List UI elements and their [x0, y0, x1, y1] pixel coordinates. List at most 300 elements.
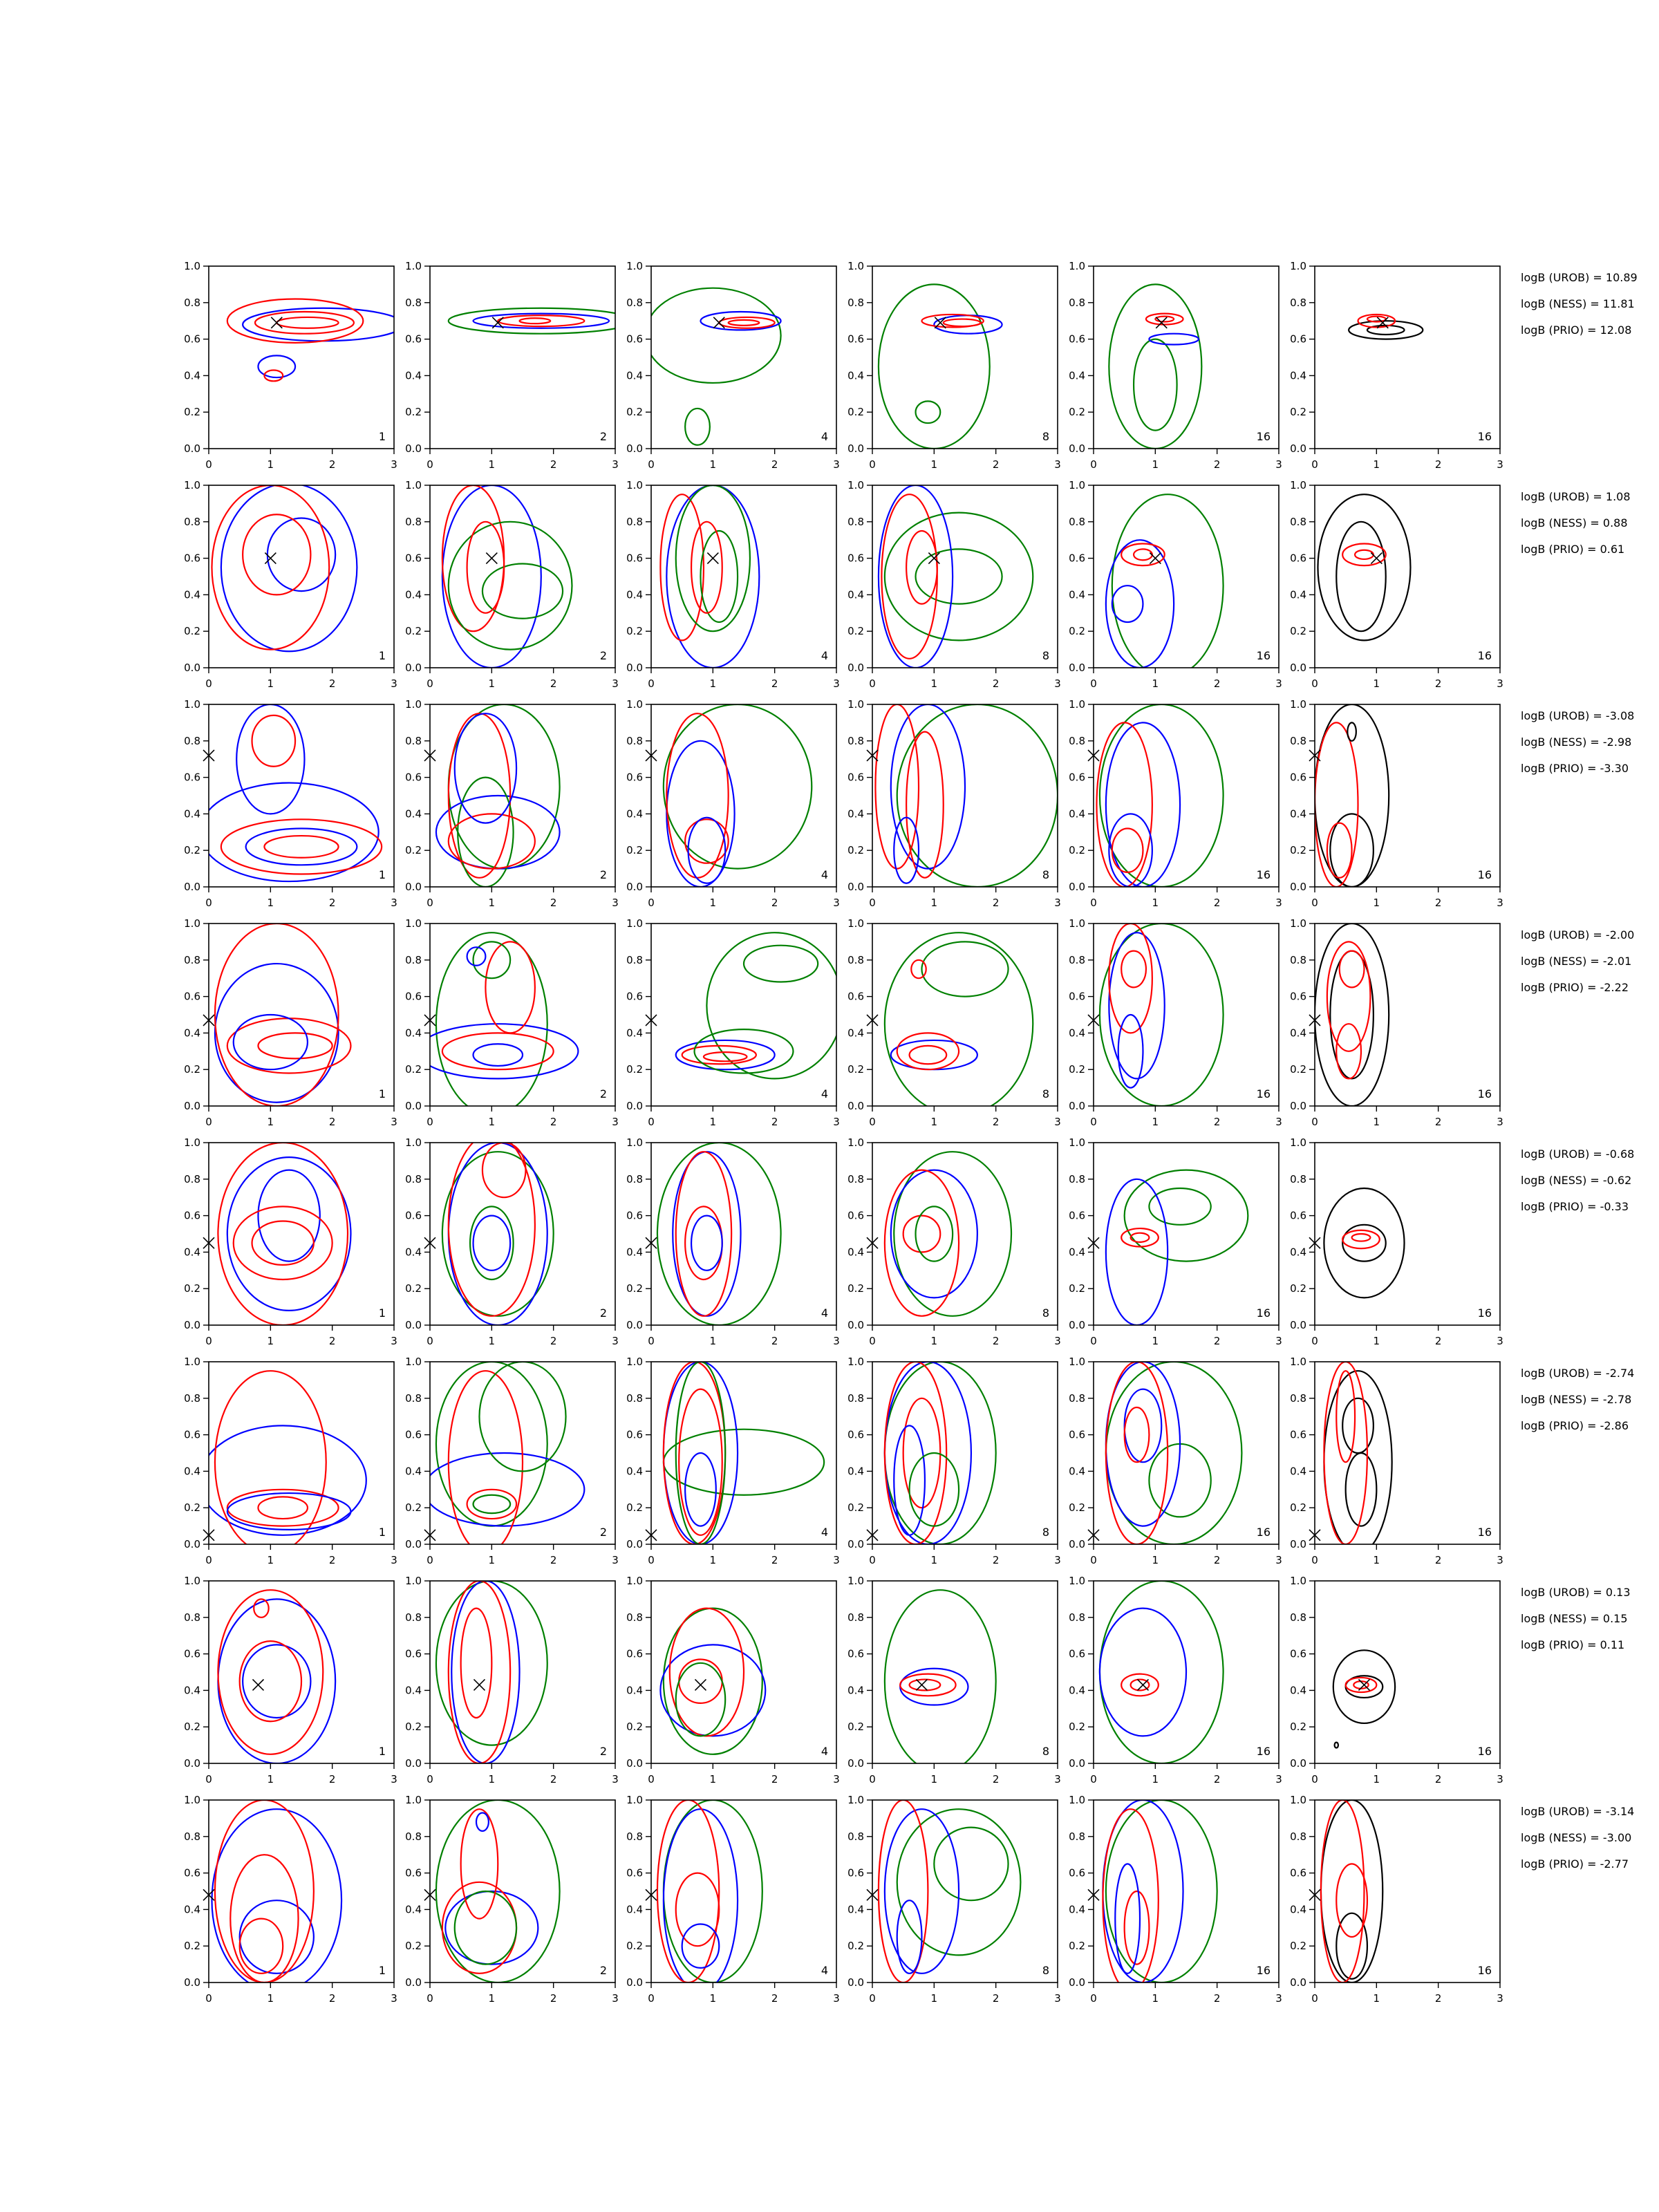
contour-panel: [405, 1134, 619, 1347]
panel-label: 2: [599, 649, 607, 662]
y-tick-label: 1.0: [847, 917, 864, 930]
y-tick-label: 0.2: [847, 1721, 864, 1734]
x-tick-label: 3: [391, 1335, 397, 1347]
x-tick-label: 1: [1373, 1992, 1380, 2005]
contour-line-b: [1121, 951, 1146, 988]
x-tick-label: 3: [1497, 677, 1503, 690]
y-tick-label: 0.0: [626, 1757, 643, 1770]
x-tick-label: 1: [1152, 1116, 1159, 1128]
contour-lines: [436, 1800, 560, 1983]
x-tick-label: 2: [771, 1335, 778, 1347]
contour-line-b: [243, 514, 310, 594]
contour-line-b: [676, 1152, 731, 1316]
y-tick-label: 0.0: [626, 442, 643, 455]
panel-label: 16: [1256, 1745, 1271, 1758]
x-tick-label: 0: [205, 1992, 212, 2005]
contour-lines: [1315, 924, 1389, 1106]
y-tick-label: 0.8: [847, 296, 864, 309]
y-tick-label: 0.6: [405, 1209, 422, 1222]
contour-line-d: [1335, 1743, 1338, 1748]
panel-label: 1: [378, 868, 386, 881]
x-tick-label: 3: [1497, 897, 1503, 909]
y-tick-label: 0.0: [405, 1757, 422, 1770]
panel-row: [184, 1356, 1634, 1566]
y-tick-label: 1.0: [1069, 479, 1085, 491]
x-tick-label: 0: [1090, 458, 1097, 471]
x-tick-label: 2: [328, 1335, 336, 1347]
contour-line-b: [1355, 550, 1374, 559]
y-tick-label: 0.6: [184, 552, 200, 565]
x-tick-label: 3: [1275, 1773, 1282, 1785]
contour-lines: [218, 1143, 350, 1325]
x-tick-label: 1: [1152, 677, 1159, 690]
truth-marker: [1371, 553, 1382, 564]
y-tick-label: 0.0: [1290, 662, 1306, 674]
panel-label: 16: [1477, 1745, 1492, 1758]
contour-panel: [626, 479, 840, 690]
panel-label: 8: [1042, 868, 1049, 881]
panel-label: 16: [1477, 868, 1492, 881]
y-tick-label: 0.8: [626, 734, 643, 747]
contour-line-d: [1342, 1398, 1374, 1453]
y-tick-label: 1.0: [847, 1575, 864, 1587]
x-tick-label: 2: [328, 1992, 336, 2005]
y-tick-label: 0.8: [405, 1391, 422, 1405]
x-tick-label: 0: [648, 1116, 655, 1128]
x-tick-label: 1: [267, 1992, 274, 2005]
contour-line-b: [482, 1143, 526, 1197]
panel-label: 2: [599, 1087, 607, 1100]
contour-line-a: [436, 796, 560, 869]
contour-lines: [645, 288, 781, 445]
panel-label: 2: [599, 430, 607, 443]
contour-line-c: [449, 522, 572, 650]
y-tick-label: 1.0: [405, 260, 422, 272]
x-tick-label: 3: [1275, 1116, 1282, 1128]
x-tick-label: 2: [1434, 897, 1442, 909]
contour-panel: [626, 260, 840, 471]
logb-stat-text: logB (UROB) = -0.68: [1521, 1147, 1635, 1161]
contour-lines: [1109, 284, 1201, 449]
y-tick-label: 0.2: [1290, 625, 1306, 638]
y-tick-label: 0.0: [1069, 662, 1085, 674]
logb-stat-text: logB (NESS) = 0.15: [1521, 1612, 1628, 1625]
contour-line-d: [1336, 522, 1385, 631]
panel-frame: [430, 266, 615, 449]
y-tick-label: 0.0: [847, 442, 864, 455]
contour-line-c: [685, 409, 710, 445]
y-tick-label: 1.0: [626, 260, 643, 272]
x-tick-label: 1: [709, 1992, 717, 2005]
contour-line-a: [891, 704, 965, 869]
y-tick-label: 0.0: [405, 1976, 422, 1989]
x-tick-label: 0: [869, 897, 876, 909]
x-tick-label: 1: [488, 897, 496, 909]
y-tick-label: 0.0: [1069, 442, 1085, 455]
panel-frame: [872, 1581, 1058, 1763]
x-tick-label: 0: [1090, 1335, 1097, 1347]
contour-panel: [184, 698, 397, 909]
contour-line-b: [1342, 1230, 1380, 1248]
contour-line-b: [276, 317, 338, 328]
logb-stat-text: logB (PRIO) = -3.30: [1521, 762, 1629, 775]
y-tick-label: 0.4: [405, 588, 422, 601]
y-tick-label: 1.0: [847, 479, 864, 491]
logb-stat-text: logB (PRIO) = -2.22: [1521, 981, 1629, 994]
contour-panel: [1069, 698, 1282, 909]
y-tick-label: 0.6: [847, 1209, 864, 1222]
y-tick-label: 0.6: [1069, 1209, 1085, 1222]
x-tick-label: 3: [612, 897, 619, 909]
contour-panel: [626, 1356, 840, 1566]
y-tick-label: 0.8: [626, 296, 643, 309]
panel-label: 1: [378, 1306, 386, 1320]
logb-stat-text: logB (UROB) = 10.89: [1521, 271, 1638, 284]
y-tick-label: 0.2: [184, 1282, 200, 1295]
x-tick-label: 2: [1213, 458, 1221, 471]
y-tick-label: 1.0: [1069, 260, 1085, 272]
contour-lines: [664, 1362, 824, 1544]
y-tick-label: 0.0: [1290, 881, 1306, 893]
y-tick-label: 0.4: [405, 1903, 422, 1916]
contour-panel: [847, 1794, 1061, 2005]
y-tick-label: 0.0: [1290, 1319, 1306, 1331]
x-tick-label: 2: [992, 1335, 1000, 1347]
x-tick-label: 1: [267, 897, 274, 909]
x-tick-label: 3: [1497, 1554, 1503, 1566]
contour-lines: [676, 932, 843, 1078]
contour-lines: [879, 485, 1033, 668]
contour-line-b: [666, 713, 728, 878]
y-tick-label: 0.0: [1069, 1976, 1085, 1989]
y-tick-label: 0.2: [1290, 1940, 1306, 1953]
x-tick-label: 2: [550, 677, 557, 690]
logb-stat-text: logB (NESS) = 0.88: [1521, 516, 1628, 529]
y-tick-label: 0.0: [626, 1319, 643, 1331]
x-tick-label: 2: [1213, 1554, 1221, 1566]
y-tick-label: 0.6: [626, 552, 643, 565]
y-tick-label: 0.2: [626, 1940, 643, 1953]
y-tick-label: 1.0: [1290, 917, 1306, 930]
panel-frame: [651, 704, 836, 887]
y-tick-label: 0.0: [405, 1538, 422, 1550]
contour-line-b: [911, 960, 926, 978]
contour-line-b: [461, 1809, 498, 1918]
y-tick-label: 0.0: [847, 1538, 864, 1550]
logb-stat-text: logB (PRIO) = -2.77: [1521, 1857, 1629, 1871]
contour-line-a: [234, 1015, 308, 1069]
contour-panel: [847, 260, 1061, 471]
y-tick-label: 0.8: [626, 953, 643, 966]
y-tick-label: 1.0: [405, 1136, 422, 1149]
contour-panel: [847, 1136, 1061, 1347]
y-tick-label: 0.2: [626, 1282, 643, 1295]
y-tick-label: 0.6: [626, 1866, 643, 1880]
x-tick-label: 1: [1373, 458, 1380, 471]
panel-label: 4: [821, 430, 828, 443]
y-tick-label: 1.0: [184, 698, 200, 711]
x-tick-label: 0: [427, 1116, 433, 1128]
x-tick-label: 2: [1434, 1992, 1442, 2005]
contour-lines: [1318, 494, 1410, 640]
y-tick-label: 0.6: [405, 552, 422, 565]
x-tick-label: 3: [1275, 458, 1282, 471]
contour-line-b: [944, 319, 981, 327]
y-tick-label: 1.0: [626, 1356, 643, 1368]
contour-lines: [1333, 1650, 1395, 1747]
panel-frame: [1315, 1362, 1500, 1544]
y-tick-label: 0.8: [847, 953, 864, 966]
y-tick-label: 0.8: [847, 1172, 864, 1185]
panel-label: 16: [1256, 1964, 1271, 1977]
contour-lines: [215, 924, 351, 1106]
contour-lines: [449, 308, 634, 334]
contour-lines: [1106, 1170, 1248, 1325]
logb-stat-text: logB (UROB) = -3.08: [1521, 709, 1635, 722]
x-tick-label: 1: [1152, 1554, 1159, 1566]
y-tick-label: 0.4: [1069, 588, 1085, 601]
y-tick-label: 0.2: [184, 625, 200, 638]
x-tick-label: 1: [930, 897, 938, 909]
contour-panel: [626, 1794, 840, 2005]
y-tick-label: 0.4: [184, 369, 200, 382]
contour-panel: [184, 1794, 397, 2005]
contour-panel: [1290, 1794, 1503, 2005]
x-tick-label: 1: [267, 1773, 274, 1785]
y-tick-label: 0.4: [405, 1246, 422, 1259]
x-tick-label: 1: [709, 1335, 717, 1347]
x-tick-label: 3: [1275, 677, 1282, 690]
y-tick-label: 0.2: [1069, 1940, 1085, 1953]
x-tick-label: 1: [488, 677, 496, 690]
contour-line-a: [236, 704, 304, 814]
y-tick-label: 1.0: [1290, 1575, 1306, 1587]
panel-label: 1: [378, 649, 386, 662]
contour-panel: [847, 1575, 1061, 1785]
y-tick-label: 0.0: [847, 662, 864, 674]
x-tick-label: 3: [1497, 1335, 1503, 1347]
y-tick-label: 0.2: [1069, 1721, 1085, 1734]
x-tick-label: 1: [1373, 1116, 1380, 1128]
x-tick-label: 3: [1497, 1992, 1503, 2005]
contour-line-c: [916, 401, 941, 423]
contour-line-b: [520, 318, 551, 324]
contour-lines: [875, 704, 1058, 887]
contour-panel: [184, 1356, 397, 1566]
y-tick-label: 0.6: [847, 1647, 864, 1660]
panel-label: 8: [1042, 430, 1049, 443]
panel-frame: [1315, 485, 1500, 668]
contour-line-a: [894, 818, 919, 883]
y-tick-label: 1.0: [184, 260, 200, 272]
panel-label: 16: [1477, 1087, 1492, 1100]
y-tick-label: 0.8: [1069, 1611, 1085, 1624]
x-tick-label: 2: [550, 897, 557, 909]
x-tick-label: 0: [427, 458, 433, 471]
y-tick-label: 0.6: [184, 1209, 200, 1222]
contour-lines: [1096, 704, 1223, 887]
x-tick-label: 1: [1152, 1992, 1159, 2005]
y-tick-label: 0.4: [626, 1903, 643, 1916]
x-tick-label: 2: [550, 1554, 557, 1566]
contour-line-a: [227, 1493, 351, 1530]
truth-marker: [265, 553, 276, 564]
y-tick-label: 1.0: [405, 698, 422, 711]
y-tick-label: 1.0: [184, 479, 200, 491]
x-tick-label: 1: [930, 1335, 938, 1347]
contour-line-a: [1109, 932, 1164, 1078]
y-tick-label: 0.0: [184, 881, 200, 893]
y-tick-label: 0.2: [405, 1721, 422, 1734]
y-tick-label: 0.2: [405, 625, 422, 638]
contour-line-c: [879, 284, 990, 449]
contour-line-b: [258, 1497, 307, 1519]
contour-lines: [1100, 1581, 1224, 1763]
y-tick-label: 0.6: [405, 332, 422, 346]
x-tick-label: 3: [1275, 897, 1282, 909]
panel-label: 16: [1477, 649, 1492, 662]
y-tick-label: 0.2: [1069, 625, 1085, 638]
contour-line-b: [910, 1046, 947, 1064]
panel-label: 16: [1477, 430, 1492, 443]
y-tick-label: 0.8: [184, 1172, 200, 1185]
contour-line-a: [1106, 1179, 1168, 1325]
contour-line-a: [455, 713, 516, 823]
y-tick-label: 0.2: [626, 844, 643, 857]
x-tick-label: 2: [1213, 1335, 1221, 1347]
x-tick-label: 3: [1275, 1554, 1282, 1566]
y-tick-label: 0.6: [184, 332, 200, 346]
contour-line-b: [240, 1919, 283, 1974]
y-tick-label: 0.4: [405, 807, 422, 821]
logb-stat-text: logB (NESS) = -3.00: [1521, 1831, 1632, 1844]
y-tick-label: 0.2: [847, 1501, 864, 1515]
contour-line-b: [729, 320, 760, 326]
contour-line-b: [218, 1143, 348, 1325]
y-tick-label: 0.4: [1069, 1684, 1085, 1697]
x-tick-label: 2: [328, 1116, 336, 1128]
x-tick-label: 0: [205, 897, 212, 909]
panel-label: 1: [378, 1964, 386, 1977]
y-tick-label: 0.0: [184, 1976, 200, 1989]
contour-panel: [184, 1136, 397, 1347]
y-tick-label: 0.6: [626, 332, 643, 346]
contour-line-c: [436, 1362, 547, 1526]
y-tick-label: 0.2: [1069, 1501, 1085, 1515]
contour-line-a: [258, 1170, 319, 1262]
y-tick-label: 0.4: [847, 369, 864, 382]
y-tick-label: 0.0: [1290, 1100, 1306, 1112]
x-tick-label: 2: [992, 897, 1000, 909]
contour-panel: [1069, 1575, 1282, 1785]
contour-line-b: [442, 485, 504, 631]
y-tick-label: 0.6: [1290, 332, 1306, 346]
contour-panel: [847, 698, 1061, 909]
contour-line-a: [227, 1157, 351, 1311]
x-tick-label: 3: [612, 1554, 619, 1566]
y-tick-label: 1.0: [405, 917, 422, 930]
contour-line-b: [685, 819, 729, 863]
contour-lines: [885, 932, 1033, 1115]
contour-lines: [664, 704, 812, 887]
x-tick-label: 1: [1152, 458, 1159, 471]
logb-stat-text: logB (NESS) = 11.81: [1521, 297, 1635, 310]
y-tick-label: 0.4: [405, 369, 422, 382]
panel-label: 4: [821, 1306, 828, 1320]
y-tick-label: 0.0: [184, 662, 200, 674]
x-tick-label: 2: [992, 1116, 1000, 1128]
contour-lines: [885, 1590, 996, 1772]
x-tick-label: 1: [930, 1554, 938, 1566]
contour-line-a: [476, 1812, 489, 1830]
y-tick-label: 1.0: [405, 1575, 422, 1587]
x-tick-label: 3: [391, 1992, 397, 2005]
contour-panel: [1290, 479, 1503, 690]
contour-line-b: [1103, 1809, 1158, 1991]
x-tick-label: 3: [612, 458, 619, 471]
x-tick-label: 3: [612, 1116, 619, 1128]
panel-frame: [1315, 1143, 1500, 1325]
contour-line-a: [474, 1216, 511, 1271]
y-tick-label: 0.0: [405, 662, 422, 674]
contour-line-c: [897, 704, 1058, 887]
contour-panel: [1290, 1575, 1503, 1785]
contour-line-b: [1327, 941, 1371, 1051]
x-tick-label: 2: [1213, 1773, 1221, 1785]
contour-line-b: [218, 1590, 323, 1754]
x-tick-label: 0: [427, 897, 433, 909]
contour-line-b: [664, 1362, 725, 1544]
y-tick-label: 0.2: [626, 1501, 643, 1515]
y-tick-label: 0.2: [847, 1282, 864, 1295]
x-tick-label: 0: [205, 1773, 212, 1785]
contour-line-b: [906, 531, 937, 604]
panel-label: 16: [1256, 1526, 1271, 1539]
x-tick-label: 0: [1311, 897, 1318, 909]
panel-label: 16: [1256, 1087, 1271, 1100]
contour-panel: [405, 698, 619, 909]
y-tick-label: 0.6: [847, 771, 864, 784]
y-tick-label: 0.8: [184, 296, 200, 309]
x-tick-label: 0: [205, 1554, 212, 1566]
y-tick-label: 0.4: [847, 1465, 864, 1478]
x-tick-label: 0: [869, 458, 876, 471]
contour-line-b: [1131, 1233, 1150, 1242]
x-tick-label: 0: [869, 1554, 876, 1566]
x-tick-label: 2: [550, 1335, 557, 1347]
x-tick-label: 3: [833, 1554, 840, 1566]
contour-panel: [184, 917, 397, 1128]
y-tick-label: 0.0: [626, 881, 643, 893]
x-tick-label: 2: [771, 1554, 778, 1566]
contour-lines: [657, 1800, 762, 1991]
contour-line-c: [455, 1891, 516, 1965]
y-tick-label: 0.0: [405, 1319, 422, 1331]
y-tick-label: 1.0: [184, 1356, 200, 1368]
x-tick-label: 3: [391, 897, 397, 909]
contour-lines: [200, 1371, 366, 1553]
y-tick-label: 0.2: [1290, 1063, 1306, 1076]
y-tick-label: 0.8: [1290, 734, 1306, 747]
contour-line-a: [240, 1900, 314, 1974]
y-tick-label: 0.2: [847, 1940, 864, 1953]
contour-line-a: [1109, 814, 1152, 887]
y-tick-label: 0.2: [1290, 844, 1306, 857]
contour-line-b: [903, 1216, 941, 1253]
contour-line-c: [482, 564, 563, 619]
x-tick-label: 2: [328, 677, 336, 690]
x-tick-label: 1: [267, 1554, 274, 1566]
